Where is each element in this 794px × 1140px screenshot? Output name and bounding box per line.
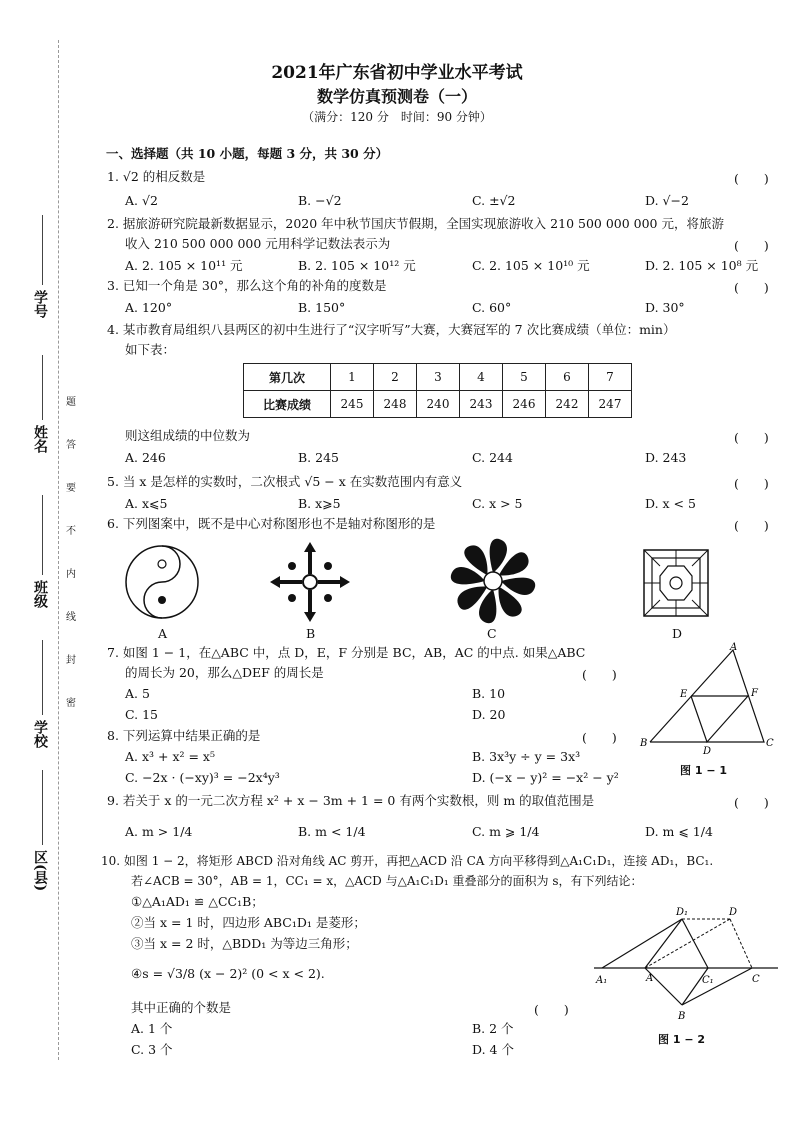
figure-1-1-caption: 图 1 − 1 [680, 764, 728, 777]
table-header-cell: 4 [460, 364, 503, 391]
q3-option-b: B. 150° [298, 300, 346, 315]
point-label: E [680, 689, 688, 700]
point-label: C [752, 974, 760, 985]
point-label: F [751, 688, 758, 699]
q4-option-c: C. 244 [472, 450, 513, 465]
q4-stem-line2: 如下表： [125, 342, 176, 357]
q2-stem-line1: 2. 据旅游研究院最新数据显示，2020 年中秋节国庆节假期，全国实现旅游收入 210 500 000 000 元，将旅游 [107, 216, 724, 231]
table-header-cell: 7 [589, 364, 632, 391]
q9-option-c: C. m ⩾ 1/4 [472, 824, 540, 839]
q10-conclusion-1: ①△A₁AD₁ ≌ △CC₁B； [131, 894, 264, 909]
table-cell: 246 [503, 391, 546, 418]
q5-option-a: A. x⩽5 [125, 496, 168, 511]
notice-char: 题 [66, 397, 76, 408]
notice-char: 不 [66, 526, 76, 537]
q8-answer-paren[interactable]: ( ) [582, 730, 617, 745]
q4-option-b: B. 245 [298, 450, 339, 465]
q10-stem-line2: 若∠ACB = 30°，AB = 1，CC₁ = x，△ACD 与△A₁C₁D₁ 重叠部分的面积为 s，有下列结论： [131, 874, 643, 888]
q5-answer-paren[interactable]: ( ) [734, 476, 769, 491]
q8-option-d: D. (−x − y)² = −x² − y² [472, 770, 619, 785]
q7-answer-paren[interactable]: ( ) [582, 667, 617, 682]
q6-answer-paren[interactable]: ( ) [734, 518, 769, 533]
q3-option-d: D. 30° [645, 300, 685, 315]
q4-stem-line1: 4. 某市教育局组织八县两区的初中生进行了“汉字听写”大赛，大赛冠军的 7 次比赛成绩（单位：min） [107, 322, 676, 337]
table-cell: 242 [546, 391, 589, 418]
q10-conclusion-2: ②当 x = 1 时，四边形 ABC₁D₁ 是菱形； [131, 915, 366, 930]
table-cell: 245 [331, 391, 374, 418]
table-header-cell: 第几次 [244, 364, 331, 391]
q10-option-d: D. 4 个 [472, 1042, 514, 1057]
q2-stem-line2: 收入 210 500 000 000 元用科学记数法表示为 [125, 236, 391, 251]
notice-char: 线 [66, 612, 76, 623]
q9-option-d: D. m ⩽ 1/4 [645, 824, 713, 839]
q10-stem-line3: 其中正确的个数是 [131, 1000, 232, 1015]
q7-option-d: D. 20 [472, 707, 506, 722]
q4-stem-line3: 则这组成绩的中位数为 [125, 428, 251, 443]
q6-label-a: A [158, 626, 168, 641]
q6-label-b: B [306, 626, 316, 641]
q6-label-d: D [672, 626, 683, 641]
q6-figure-d-lattice-icon [642, 548, 710, 620]
point-label: D [729, 907, 738, 918]
q1-option-b: B. −√2 [298, 193, 342, 208]
q2-option-d: D. 2. 105 × 10⁸ 元 [645, 258, 759, 273]
q8-stem: 8. 下列运算中结果正确的是 [107, 728, 261, 743]
q1-answer-paren[interactable]: ( ) [734, 171, 769, 186]
q8-option-a: A. x³ + x² = x⁵ [125, 749, 215, 764]
q4-option-a: A. 246 [125, 450, 166, 465]
notice-char: 内 [66, 569, 76, 580]
q5-stem: 5. 当 x 是怎样的实数时，二次根式 √5 − x 在实数范围内有意义 [107, 474, 463, 489]
student-id-blank[interactable] [42, 215, 43, 285]
q9-option-b: B. m < 1/4 [298, 824, 366, 839]
q4-answer-paren[interactable]: ( ) [734, 430, 769, 445]
point-label: A [730, 642, 738, 653]
q10-option-a: A. 1 个 [131, 1021, 173, 1036]
notice-char: 密 [66, 698, 76, 709]
point-label: B [678, 1011, 686, 1022]
q1-option-c: C. ±√2 [472, 193, 516, 208]
point-label: B [640, 738, 648, 749]
class-blank[interactable] [42, 495, 43, 575]
q6-stem: 6. 下列图案中，既不是中心对称图形也不是轴对称图形的是 [107, 516, 436, 531]
q10-conclusion-4: ④s = √3/8 (x − 2)² (0 < x < 2). [131, 966, 325, 981]
exam-title: 2021年广东省初中学业水平考试 [271, 63, 523, 83]
table-cell: 243 [460, 391, 503, 418]
q9-option-a: A. m > 1/4 [125, 824, 193, 839]
table-row [244, 364, 632, 391]
q3-option-a: A. 120° [125, 300, 173, 315]
q3-answer-paren[interactable]: ( ) [734, 280, 769, 295]
section-heading: 一、选择题（共 10 小题，每题 3 分，共 30 分） [106, 146, 389, 161]
point-label: D [703, 746, 712, 757]
q2-option-a: A. 2. 105 × 10¹¹ 元 [125, 258, 243, 273]
school-blank[interactable] [42, 640, 43, 715]
q1-option-d: D. √−2 [645, 193, 689, 208]
q7-stem-line1: 7. 如图 1 − 1，在△ABC 中，点 D，E，F 分别是 BC，AB，AC 的中点. 如果△ABC [107, 645, 586, 660]
figure-1-2-rectangle [592, 905, 782, 1025]
q6-figure-a-taiji-icon [120, 540, 204, 624]
point-label: C [766, 738, 774, 749]
q7-option-c: C. 15 [125, 707, 158, 722]
point-label: A [646, 973, 654, 984]
q8-option-b: B. 3x³y ÷ y = 3x³ [472, 749, 581, 764]
point-label: C₁ [702, 975, 714, 986]
class-label: 班级 [32, 580, 48, 608]
q10-answer-paren[interactable]: ( ) [534, 1002, 569, 1017]
q10-option-b: B. 2 个 [472, 1021, 514, 1036]
district-label: 区(县) [32, 850, 48, 892]
q3-stem: 3. 已知一个角是 30°，那么这个角的补角的度数是 [107, 278, 387, 293]
q6-figure-c-pinwheel-icon [448, 536, 538, 626]
figure-1-2-caption: 图 1 − 2 [658, 1033, 706, 1046]
q5-option-b: B. x⩾5 [298, 496, 341, 511]
q4-option-d: D. 243 [645, 450, 687, 465]
table-cell: 247 [589, 391, 632, 418]
q6-figure-b-ornament-icon [268, 540, 352, 624]
student-id-label: 学号 [32, 290, 48, 318]
q2-answer-paren[interactable]: ( ) [734, 238, 769, 253]
notice-char: 封 [66, 655, 76, 666]
notice-char: 要 [66, 483, 76, 494]
figure-1-1-triangle [630, 640, 780, 758]
name-blank[interactable] [42, 355, 43, 420]
q7-option-a: A. 5 [125, 686, 150, 701]
district-blank[interactable] [42, 770, 43, 845]
q10-conclusion-3: ③当 x = 2 时，△BDD₁ 为等边三角形； [131, 936, 358, 951]
q9-answer-paren[interactable]: ( ) [734, 795, 769, 810]
school-label: 学校 [32, 720, 48, 748]
table-header-cell: 2 [374, 364, 417, 391]
q2-option-b: B. 2. 105 × 10¹² 元 [298, 258, 416, 273]
q9-stem: 9. 若关于 x 的一元二次方程 x² + x − 3m + 1 = 0 有两个实数根，则 m 的取值范围是 [107, 793, 595, 808]
table-header-cell: 3 [417, 364, 460, 391]
exam-subtitle: 数学仿真预测卷（一） [316, 87, 477, 106]
score-table [243, 363, 632, 418]
exam-info: （满分：120 分 时间：90 分钟） [302, 110, 492, 124]
table-row [244, 391, 632, 418]
notice-char: 答 [66, 440, 76, 451]
table-cell: 比赛成绩 [244, 391, 331, 418]
q1-option-a: A. √2 [125, 193, 158, 208]
q7-option-b: B. 10 [472, 686, 506, 701]
q8-option-c: C. −2x · (−xy)³ = −2x⁴y³ [125, 770, 280, 785]
q2-option-c: C. 2. 105 × 10¹⁰ 元 [472, 258, 590, 273]
binding-dashed-line [58, 40, 59, 1060]
point-label: A₁ [596, 975, 608, 986]
q10-option-c: C. 3 个 [131, 1042, 173, 1057]
q7-stem-line2: 的周长为 20，那么△DEF 的周长是 [125, 665, 324, 680]
q3-option-c: C. 60° [472, 300, 512, 315]
name-label: 姓名 [32, 425, 48, 453]
table-header-cell: 5 [503, 364, 546, 391]
table-header-cell: 6 [546, 364, 589, 391]
table-cell: 248 [374, 391, 417, 418]
q6-label-c: C [487, 626, 497, 641]
table-header-cell: 1 [331, 364, 374, 391]
q5-option-d: D. x < 5 [645, 496, 696, 511]
q10-stem-line1: 10. 如图 1 − 2，将矩形 ABCD 沿对角线 AC 剪开，再把△ACD 沿 CA 方向平移得到△A₁C₁D₁，连接 AD₁，BC₁. [101, 854, 714, 868]
q1-stem: 1. √2 的相反数是 [107, 169, 206, 184]
q5-option-c: C. x > 5 [472, 496, 523, 511]
table-cell: 240 [417, 391, 460, 418]
point-label: D₁ [676, 907, 689, 918]
